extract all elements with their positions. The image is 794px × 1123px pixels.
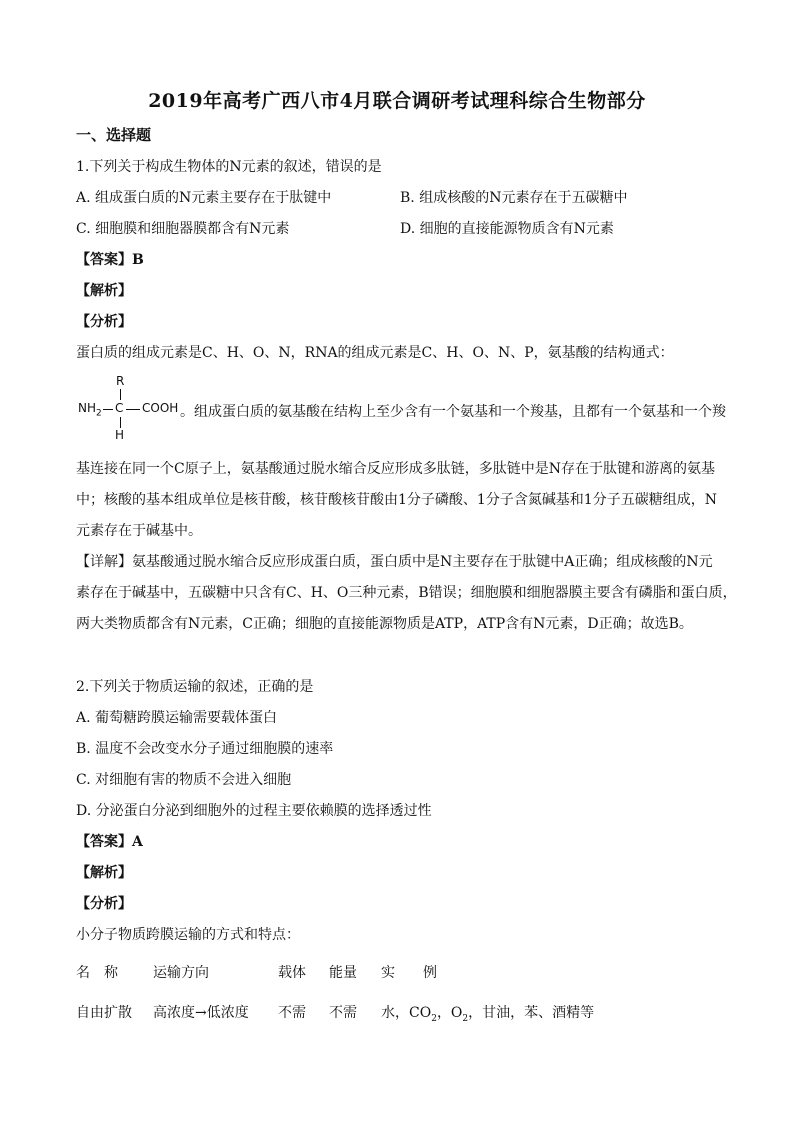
formula-amino-subscript: 2: [96, 408, 102, 419]
formula-bond-right: [126, 409, 140, 410]
question-1-analysis-line-4: 中；核酸的基本组成单位是核苷酸，核苷酸核苷酸由1分子磷酸、1分子含氮碱基和1分子五碳糖组成，N: [76, 492, 717, 508]
table-row-1-name: 自由扩散: [76, 1005, 132, 1021]
formula-r-group: R: [116, 374, 125, 388]
table-header-energy: 能量: [329, 965, 357, 981]
table-header-example: 实 例: [381, 965, 437, 981]
formula-amino-nh: NH: [78, 401, 96, 415]
question-1-detail-line-2: 素存在于碱基中，五碳糖中只含有C、H、O三种元素，B错误；细胞膜和细胞器膜主要含有磷脂和蛋白质，: [76, 585, 737, 601]
formula-carboxyl-group: COOH: [142, 401, 179, 415]
formula-central-carbon: C: [115, 401, 124, 415]
table-row-1-example: [381, 1002, 594, 1024]
question-1-analysis-line-5: 元素存在于碱基中。: [76, 523, 202, 539]
question-1-fenxi-heading: 【分析】: [76, 314, 132, 330]
question-2-stem: 2.下列关于物质运输的叙述，正确的是: [76, 679, 314, 695]
question-1-analysis-line-2: 。组成蛋白质的氨基酸在结构上至少含有一个氨基和一个羧基，且都有一个氨基和一个羧: [180, 404, 726, 420]
page-title: 2019年高考广西八市4月联合调研考试理科综合生物部分: [148, 90, 646, 112]
table-header-name: 名 称: [76, 965, 118, 981]
question-1-option-c: C. 细胞膜和细胞器膜都含有N元素: [76, 221, 290, 237]
example-subscript-2: 2: [462, 1013, 469, 1024]
question-2-jiexi-heading: 【解析】: [76, 865, 132, 881]
formula-amino-group: [78, 401, 102, 418]
section-heading: 一、选择题: [76, 126, 152, 144]
question-1-option-d: D. 细胞的直接能源物质含有N元素: [400, 221, 614, 237]
question-2-answer: 【答案】A: [76, 834, 143, 850]
formula-bond-bottom: [120, 417, 121, 428]
question-1-jiexi-heading: 【解析】: [76, 283, 132, 299]
table-row-1-carrier: 不需: [278, 1005, 306, 1021]
table-row-1-direction: 高浓度→低浓度: [153, 1005, 249, 1021]
question-2-option-c: C. 对细胞有害的物质不会进入细胞: [76, 772, 292, 788]
question-1-detail-line-1: 【详解】氨基酸通过脱水缩合反应形成蛋白质，蛋白质中是N主要存在于肽键中A正确；组成核酸的N元: [76, 554, 713, 570]
question-1-option-a: A. 组成蛋白质的N元素主要存在于肽键中: [76, 190, 332, 206]
question-1-option-b: B. 组成核酸的N元素存在于五碳糖中: [400, 190, 628, 206]
question-1-analysis-line-3: 基连接在同一个C原子上，氨基酸通过脱水缩合反应形成多肽链，多肽链中是N存在于肽键和游离的氨基: [76, 461, 715, 477]
table-header-direction: 运输方向: [153, 965, 209, 981]
question-2-fenxi-heading: 【分析】: [76, 896, 132, 912]
question-1-answer: 【答案】B: [76, 252, 144, 268]
question-2-option-a: A. 葡萄糖跨膜运输需要载体蛋白: [76, 710, 278, 726]
table-header-carrier: 载体: [278, 965, 306, 981]
question-2-analysis-line-1: 小分子物质跨膜运输的方式和特点：: [76, 927, 300, 943]
example-text-1: 水，CO: [381, 1005, 432, 1021]
formula-bond-top: [120, 389, 121, 400]
question-2-option-b: B. 温度不会改变水分子通过细胞膜的速率: [76, 741, 334, 757]
question-1-detail-line-3: 两大类物质都含有N元素，C正确；细胞的直接能源物质是ATP，ATP含有N元素，D正确；故选B。: [76, 616, 693, 632]
question-1-stem: 1.下列关于构成生物体的N元素的叙述，错误的是: [76, 159, 382, 175]
formula-hydrogen: H: [115, 428, 125, 442]
table-row-1-energy: 不需: [329, 1005, 357, 1021]
formula-bond-left: [103, 409, 113, 410]
example-text-2: ，O: [436, 1005, 463, 1021]
example-subscript-1: 2: [431, 1013, 437, 1024]
question-2-option-d: D. 分泌蛋白分泌到细胞外的过程主要依赖膜的选择透过性: [76, 803, 432, 819]
question-1-analysis-line-1: 蛋白质的组成元素是C、H、O、N，RNA的组成元素是C、H、O、N、P，氨基酸的结构通式：: [76, 345, 674, 361]
example-text-3: ，甘油，苯、酒精等: [468, 1005, 595, 1021]
